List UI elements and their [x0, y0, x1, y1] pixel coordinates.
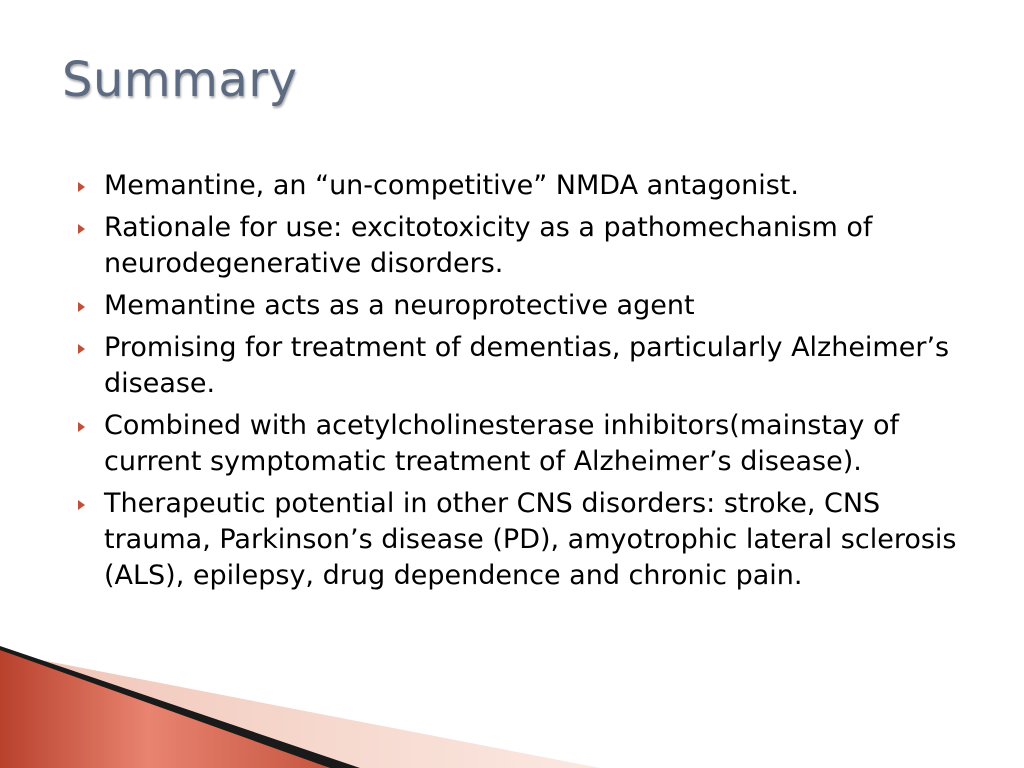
triangle-bullet-icon — [78, 422, 85, 432]
bullet-text: Rationale for use: excitotoxicity as a pathomechanism of neurodegenerative disorders. — [104, 212, 873, 279]
bullet-text: Therapeutic potential in other CNS disorders: stroke, CNS trauma, Parkinson’s disease (PD), amyotrophic lateral sclerosis (ALS), epilepsy, drug dependence and chronic pain. — [104, 488, 957, 591]
triangle-bullet-icon — [78, 500, 85, 510]
bullet-text: Memantine, an “un-competitive” NMDA antagonist. — [104, 170, 799, 201]
dark-swoosh-line — [0, 646, 360, 768]
bullet-item — [76, 210, 976, 282]
bullet-item — [76, 330, 976, 402]
bullet-item — [76, 486, 976, 594]
bullet-list — [76, 168, 976, 600]
red-swoosh-band — [0, 650, 330, 768]
light-swoosh-band — [0, 652, 600, 768]
bullet-item — [76, 288, 976, 324]
bullet-text: Combined with acetylcholinesterase inhibitors(mainstay of current symptomatic treatment of Alzheimer’s disease). — [104, 410, 899, 477]
bullet-text: Promising for treatment of dementias, particularly Alzheimer’s disease. — [104, 332, 950, 399]
slide-title: Summary — [62, 52, 298, 108]
bullet-item — [76, 408, 976, 480]
bullet-item — [76, 168, 976, 204]
triangle-bullet-icon — [78, 224, 85, 234]
bullet-text: Memantine acts as a neuroprotective agent — [104, 290, 695, 321]
triangle-bullet-icon — [78, 302, 85, 312]
triangle-bullet-icon — [78, 182, 85, 192]
triangle-bullet-icon — [78, 344, 85, 354]
